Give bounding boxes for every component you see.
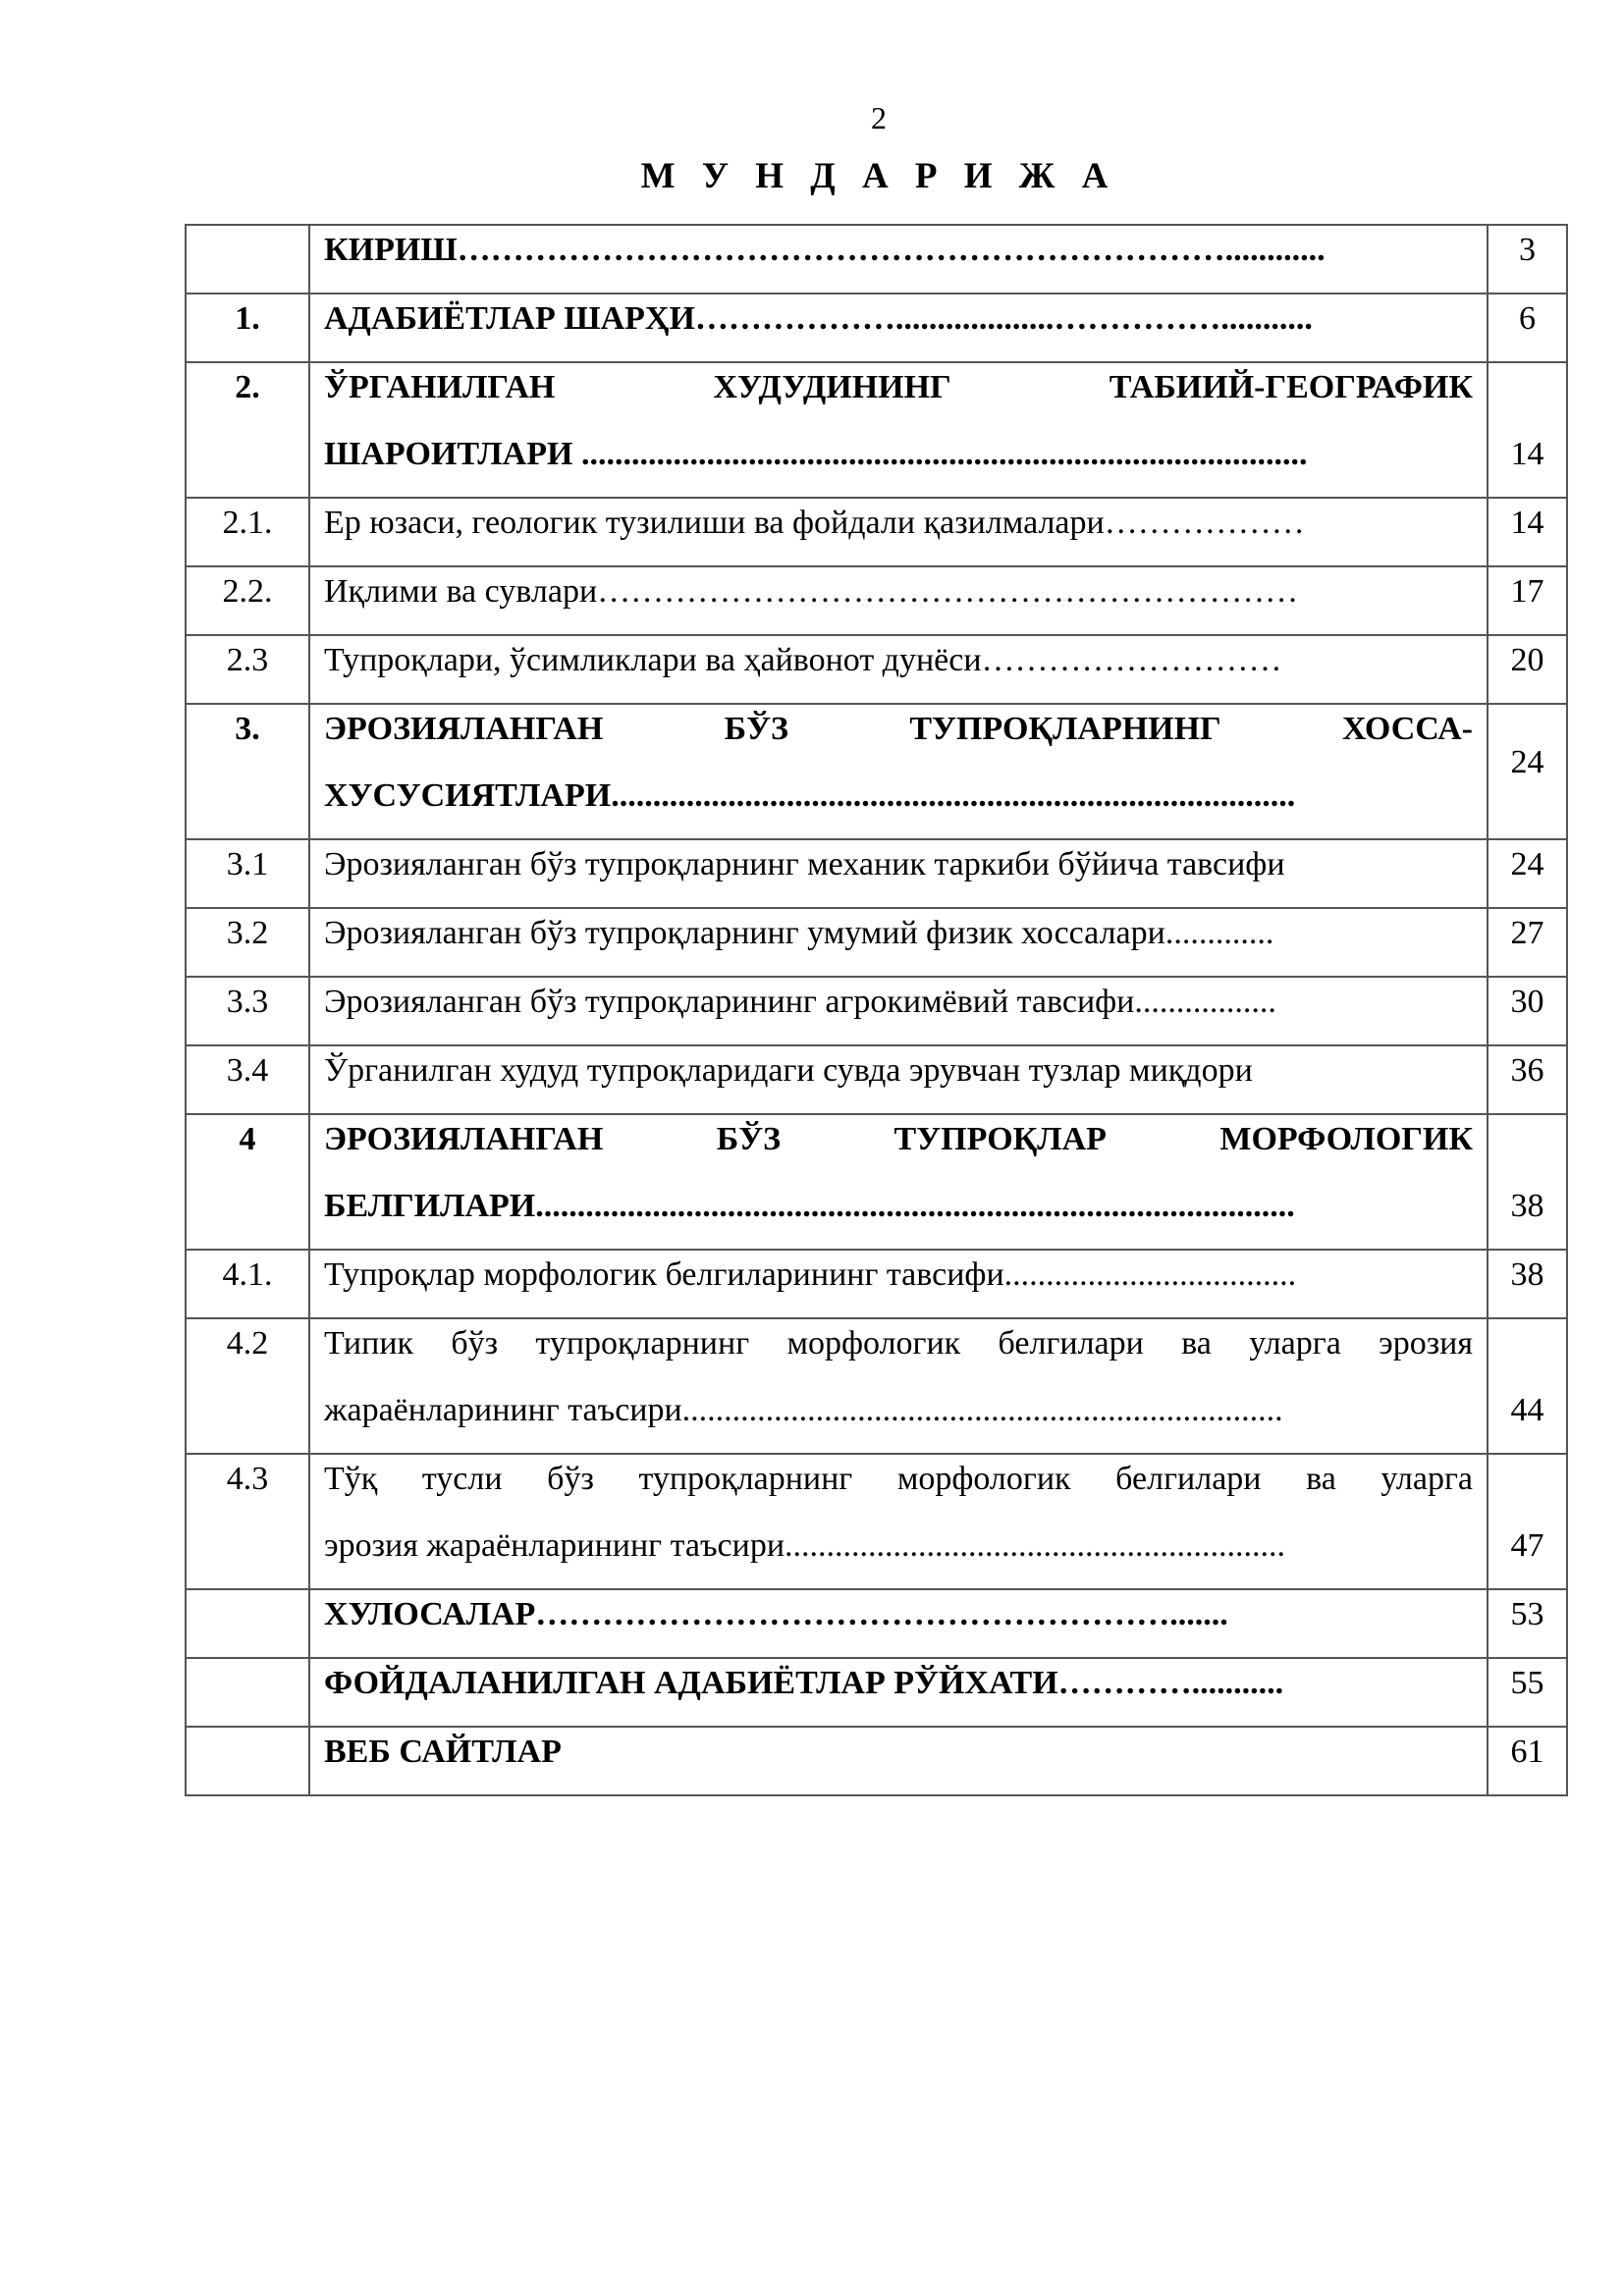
toc-page-text: 24 bbox=[1510, 846, 1544, 882]
toc-number-text bbox=[187, 226, 308, 293]
toc-number-text: 2.3 bbox=[226, 642, 269, 678]
toc-row bbox=[186, 635, 1567, 704]
toc-number-text: 3.2 bbox=[226, 915, 269, 951]
toc-number-text: 4.1. bbox=[222, 1256, 273, 1293]
toc-row bbox=[186, 1250, 1567, 1318]
toc-title bbox=[309, 1454, 1488, 1589]
toc-row bbox=[186, 839, 1567, 908]
toc-number-text: 3.1 bbox=[226, 846, 269, 882]
toc-number-text: 2. bbox=[235, 369, 260, 405]
toc-page bbox=[1488, 1589, 1567, 1658]
toc-row bbox=[186, 225, 1567, 294]
toc-page-text: 53 bbox=[1510, 1596, 1544, 1632]
toc-title bbox=[309, 1114, 1488, 1250]
toc-row bbox=[186, 498, 1567, 566]
toc-title-line: Эрозияланган бўз тупроқларининг агрокимёвий тавсифи................. bbox=[324, 984, 1276, 1020]
toc-title-line: эрозия жараёнларининг таъсири............................................................ bbox=[324, 1527, 1286, 1564]
toc-row bbox=[186, 1658, 1567, 1727]
toc-number bbox=[186, 1250, 309, 1318]
toc-page bbox=[1488, 1114, 1567, 1250]
toc-row bbox=[186, 1727, 1567, 1795]
toc-title bbox=[309, 908, 1488, 977]
toc-page bbox=[1488, 294, 1567, 362]
toc-title-line: ЎРГАНИЛГАН ХУДУДИНИНГ ТАБИИЙ-ГЕОГРАФИК bbox=[324, 369, 1473, 405]
toc-title-line: АДАБИЁТЛАР ШАРҲИ………………...................……………........... bbox=[324, 300, 1313, 337]
toc-title bbox=[309, 566, 1488, 635]
toc-number bbox=[186, 1114, 309, 1250]
toc-page-text: 61 bbox=[1510, 1734, 1544, 1770]
toc-row bbox=[186, 1454, 1567, 1589]
toc-page-text: 14 bbox=[1510, 505, 1544, 541]
toc-row bbox=[186, 704, 1567, 839]
toc-page bbox=[1488, 1045, 1567, 1114]
toc-title bbox=[309, 635, 1488, 704]
toc-title-line: ХУСУСИЯТЛАРИ.................................................................................. bbox=[324, 777, 1296, 814]
toc-number-text: 3. bbox=[235, 711, 260, 747]
toc-title-line: ШАРОИТЛАРИ ....................................................................................... bbox=[324, 436, 1308, 472]
toc-row bbox=[186, 908, 1567, 977]
toc-page bbox=[1488, 1727, 1567, 1795]
toc-page bbox=[1488, 704, 1567, 839]
toc-page-text: 36 bbox=[1510, 1052, 1544, 1089]
toc-number bbox=[186, 1045, 309, 1114]
toc-title bbox=[309, 1318, 1488, 1454]
toc-number bbox=[186, 294, 309, 362]
toc-title bbox=[309, 225, 1488, 294]
toc-number bbox=[186, 362, 309, 498]
toc-number bbox=[186, 1589, 309, 1658]
toc-number-text: 2.2. bbox=[222, 573, 273, 610]
toc-number bbox=[186, 704, 309, 839]
toc-number-text: 4.2 bbox=[226, 1325, 269, 1362]
toc-title-line: КИРИШ……………………………………………………………............ bbox=[324, 232, 1326, 268]
toc-number-text: 4.3 bbox=[226, 1461, 269, 1497]
toc-page-text: 6 bbox=[1519, 300, 1536, 337]
toc-page-text: 3 bbox=[1519, 232, 1536, 268]
page-number: 2 bbox=[871, 100, 887, 135]
toc-body bbox=[186, 225, 1567, 1795]
toc-row bbox=[186, 294, 1567, 362]
toc-row bbox=[186, 362, 1567, 498]
toc-page-text: 27 bbox=[1510, 915, 1544, 951]
toc-title bbox=[309, 1589, 1488, 1658]
table-of-contents bbox=[185, 224, 1568, 1796]
toc-title-line: Эрозияланган бўз тупроқларнинг механик таркиби бўйича тавсифи bbox=[324, 846, 1285, 882]
toc-page bbox=[1488, 1250, 1567, 1318]
toc-page-text: 44 bbox=[1510, 1392, 1544, 1428]
toc-row bbox=[186, 977, 1567, 1045]
toc-page-text: 20 bbox=[1510, 642, 1544, 678]
toc-title bbox=[309, 977, 1488, 1045]
toc-number-text: 1. bbox=[235, 300, 260, 337]
toc-number bbox=[186, 908, 309, 977]
toc-number bbox=[186, 1727, 309, 1795]
toc-title-line: жараёнларининг таъсири........................................................................ bbox=[324, 1392, 1283, 1428]
toc-page-text: 38 bbox=[1510, 1188, 1544, 1224]
toc-title-line: ФОЙДАЛАНИЛГАН АДАБИЁТЛАР РЎЙХАТИ…………........... bbox=[324, 1665, 1284, 1701]
toc-number-text: 2.1. bbox=[222, 505, 273, 541]
toc-title-line: Эрозияланган бўз тупроқларнинг умумий физик хоссалари............. bbox=[324, 915, 1274, 951]
toc-number bbox=[186, 1454, 309, 1589]
toc-title bbox=[309, 498, 1488, 566]
toc-page-text: 17 bbox=[1510, 573, 1544, 610]
toc-page-text: 24 bbox=[1510, 744, 1544, 780]
toc-title-line: ЭРОЗИЯЛАНГАН БЎЗ ТУПРОҚЛАРНИНГ ХОССА- bbox=[324, 711, 1473, 747]
toc-page bbox=[1488, 1318, 1567, 1454]
toc-title bbox=[309, 1658, 1488, 1727]
toc-page-text: 14 bbox=[1510, 436, 1544, 472]
toc-page bbox=[1488, 977, 1567, 1045]
toc-title-line: Тупроқлари, ўсимликлари ва ҳайвонот дунёси……………………… bbox=[324, 642, 1282, 678]
toc-page bbox=[1488, 635, 1567, 704]
toc-number bbox=[186, 977, 309, 1045]
toc-page bbox=[1488, 1454, 1567, 1589]
toc-number bbox=[186, 1658, 309, 1727]
toc-number bbox=[186, 566, 309, 635]
toc-title-line: ВЕБ САЙТЛАР bbox=[324, 1734, 562, 1770]
toc-row bbox=[186, 1045, 1567, 1114]
toc-number bbox=[186, 839, 309, 908]
toc-title bbox=[309, 1727, 1488, 1795]
toc-number bbox=[186, 225, 309, 294]
toc-title bbox=[309, 839, 1488, 908]
toc-title-line: Тупроқлар морфологик белгиларининг тавсифи................................... bbox=[324, 1256, 1297, 1293]
toc-page bbox=[1488, 908, 1567, 977]
toc-number-text bbox=[187, 1728, 308, 1794]
document-title: М У Н Д А Р И Ж А bbox=[640, 156, 1117, 196]
toc-row bbox=[186, 1589, 1567, 1658]
toc-number-text bbox=[187, 1659, 308, 1726]
toc-row bbox=[186, 1318, 1567, 1454]
toc-page bbox=[1488, 1658, 1567, 1727]
toc-number-text: 3.3 bbox=[226, 984, 269, 1020]
toc-number-text: 3.4 bbox=[226, 1052, 269, 1089]
toc-title bbox=[309, 294, 1488, 362]
toc-page-text: 55 bbox=[1510, 1665, 1544, 1701]
toc-number-text bbox=[187, 1590, 308, 1657]
toc-row bbox=[186, 566, 1567, 635]
toc-title-line: ЭРОЗИЯЛАНГАН БЎЗ ТУПРОҚЛАР МОРФОЛОГИК bbox=[324, 1121, 1473, 1157]
toc-title-line: ХУЛОСАЛАР…………………………………………………....... bbox=[324, 1596, 1228, 1632]
toc-page bbox=[1488, 839, 1567, 908]
toc-page bbox=[1488, 498, 1567, 566]
toc-title-line: Тўқ тусли бўз тупроқларнинг морфологик белгилари ва уларга bbox=[324, 1461, 1473, 1497]
toc-title bbox=[309, 362, 1488, 498]
toc-title bbox=[309, 704, 1488, 839]
toc-title-line: Ўрганилган худуд тупроқларидаги сувда эрувчан тузлар миқдори bbox=[324, 1052, 1253, 1089]
toc-row bbox=[186, 1114, 1567, 1250]
toc-page bbox=[1488, 566, 1567, 635]
toc-title-line: Иқлими ва сувлари……………………………………………………… bbox=[324, 573, 1299, 610]
toc-page bbox=[1488, 225, 1567, 294]
toc-title bbox=[309, 1045, 1488, 1114]
toc-title-line: Типик бўз тупроқларнинг морфологик белгилари ва уларга эрозия bbox=[324, 1325, 1473, 1362]
toc-page-text: 38 bbox=[1510, 1256, 1544, 1293]
toc-page bbox=[1488, 362, 1567, 498]
toc-title bbox=[309, 1250, 1488, 1318]
toc-page-text: 30 bbox=[1510, 984, 1544, 1020]
toc-number bbox=[186, 498, 309, 566]
toc-title-line: Ер юзаси, геологик тузилиши ва фойдали қазилмалари……………… bbox=[324, 505, 1305, 541]
toc-number bbox=[186, 1318, 309, 1454]
toc-page-text: 47 bbox=[1510, 1527, 1544, 1564]
toc-title-line: БЕЛГИЛАРИ........................................................................................... bbox=[324, 1188, 1295, 1224]
toc-number-text: 4 bbox=[239, 1121, 256, 1157]
toc-number bbox=[186, 635, 309, 704]
